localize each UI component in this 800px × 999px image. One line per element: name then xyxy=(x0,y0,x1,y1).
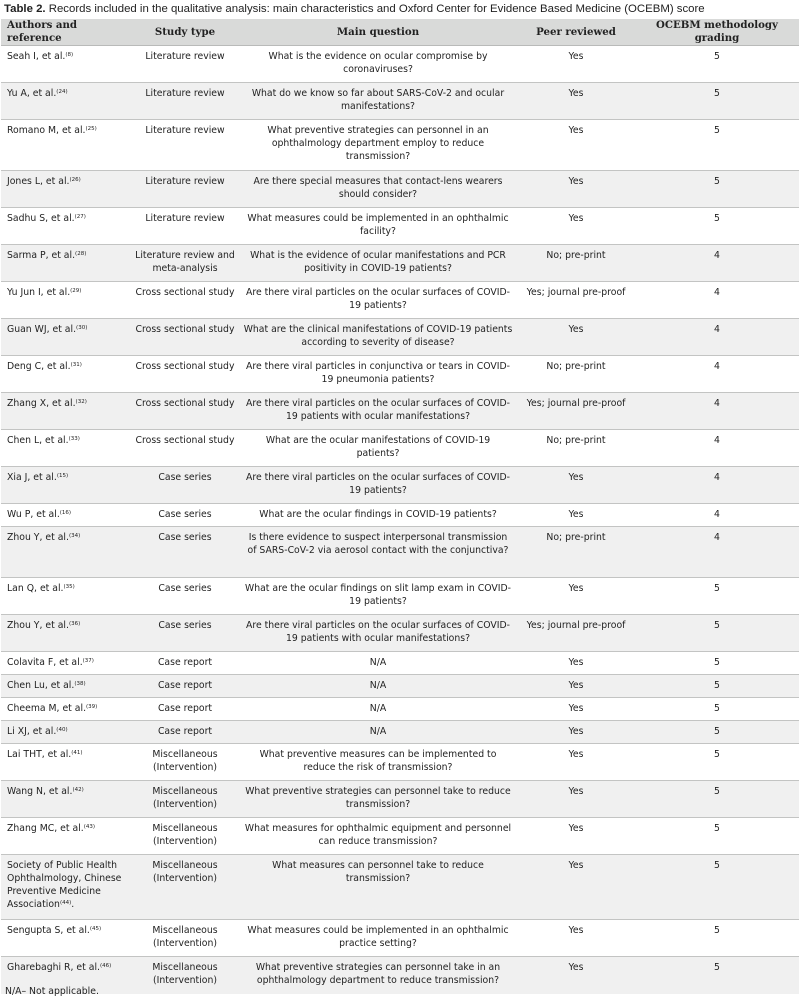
ocebm-grade-cell: 4 xyxy=(635,527,799,578)
main-question-cell: N/A xyxy=(239,675,517,698)
ocebm-grade-cell: 5 xyxy=(635,46,799,83)
ocebm-grade-cell: 4 xyxy=(635,393,799,430)
ocebm-grade-cell: 5 xyxy=(635,721,799,744)
reference-number: (31) xyxy=(70,362,82,368)
reference-number: (30) xyxy=(76,325,88,331)
ocebm-grade-cell: 5 xyxy=(635,698,799,721)
main-question-cell: What are the ocular findings on slit lamp exam in COVID-19 patients? xyxy=(239,578,517,615)
author-cell xyxy=(1,430,131,467)
ocebm-grade-cell: 5 xyxy=(635,855,799,920)
peer-reviewed-cell: Yes xyxy=(517,46,635,83)
main-question-cell: Are there viral particles on the ocular surfaces of COVID-19 patients? xyxy=(239,282,517,319)
author-name: Zhang MC, et al. xyxy=(7,823,84,834)
author-name: Deng C, et al. xyxy=(7,361,71,372)
author-name: Society of Public Health Ophthalmology, Chinese Preventive Medicine Association xyxy=(7,860,122,910)
table-row xyxy=(1,282,799,319)
reference-number: (33) xyxy=(68,436,80,442)
table-footnote: N/A– Not applicable. xyxy=(5,986,99,997)
study-type-cell: Cross sectional study xyxy=(131,430,239,467)
table-row xyxy=(1,171,799,208)
ocebm-grade-cell: 4 xyxy=(635,282,799,319)
table-caption-label: Table 2. xyxy=(4,3,46,15)
peer-reviewed-cell: Yes xyxy=(517,698,635,721)
table-caption xyxy=(4,0,705,18)
main-question-cell: N/A xyxy=(239,721,517,744)
main-question-cell: Are there viral particles on the ocular surfaces of COVID-19 patients with ocular manifestations? xyxy=(239,615,517,652)
main-question-cell: Is there evidence to suspect interpersonal transmission of SARS-CoV-2 via aerosol contact with the conjunctiva? xyxy=(239,527,517,578)
author-cell xyxy=(1,781,131,818)
author-name: Sadhu S, et al. xyxy=(7,213,75,224)
peer-reviewed-cell: Yes xyxy=(517,319,635,356)
study-type-cell: Case series xyxy=(131,578,239,615)
reference-number: (42) xyxy=(72,787,84,793)
study-type-cell: Miscellaneous (Intervention) xyxy=(131,818,239,855)
ocebm-grade-cell: 5 xyxy=(635,120,799,171)
author-cell xyxy=(1,721,131,744)
peer-reviewed-cell: Yes xyxy=(517,578,635,615)
ocebm-grade-cell: 5 xyxy=(635,781,799,818)
author-name: Xia J, et al. xyxy=(7,472,57,483)
author-cell xyxy=(1,208,131,245)
author-cell xyxy=(1,527,131,578)
main-question-cell: What measures could be implemented in an ophthalmic practice setting? xyxy=(239,920,517,957)
table-row xyxy=(1,245,799,282)
author-name: Lai THT, et al. xyxy=(7,749,72,760)
column-header-authors: Authors and reference xyxy=(1,19,131,46)
study-type-cell: Case report xyxy=(131,721,239,744)
study-type-cell: Case series xyxy=(131,504,239,527)
study-type-cell: Miscellaneous (Intervention) xyxy=(131,855,239,920)
study-type-cell: Cross sectional study xyxy=(131,319,239,356)
author-cell xyxy=(1,652,131,675)
reference-number: (41) xyxy=(71,750,83,756)
author-cell xyxy=(1,282,131,319)
reference-number: (45) xyxy=(89,926,102,932)
study-type-cell: Literature review xyxy=(131,46,239,83)
author-cell xyxy=(1,83,131,120)
table-row xyxy=(1,356,799,393)
main-question-cell: What preventive strategies can personnel in an ophthalmology department employ to reduce transmission? xyxy=(239,120,517,171)
peer-reviewed-cell: Yes xyxy=(517,920,635,957)
table-row xyxy=(1,957,799,994)
ocebm-grade-cell: 5 xyxy=(635,744,799,781)
author-name: Romano M, et al. xyxy=(7,125,86,136)
main-question-cell: What preventive measures can be implemented to reduce the risk of transmission? xyxy=(239,744,517,781)
reference-number: (27) xyxy=(74,214,86,220)
main-question-cell: Are there viral particles on the ocular surfaces of COVID-19 patients with ocular manifestations? xyxy=(239,393,517,430)
author-cell xyxy=(1,46,131,83)
study-type-cell: Literature review and meta-analysis xyxy=(131,245,239,282)
study-type-cell: Miscellaneous (Intervention) xyxy=(131,744,239,781)
reference-number: (32) xyxy=(75,399,87,405)
reference-number: (8) xyxy=(65,52,74,58)
main-question-cell: What preventive strategies can personnel take in an ophthalmology department to reduce transmission? xyxy=(239,957,517,994)
table-row xyxy=(1,818,799,855)
author-name: Seah I, et al. xyxy=(7,51,66,62)
ocebm-grade-cell: 4 xyxy=(635,319,799,356)
peer-reviewed-cell: Yes xyxy=(517,208,635,245)
author-cell xyxy=(1,675,131,698)
peer-reviewed-cell: Yes xyxy=(517,744,635,781)
author-name: Chen L, et al. xyxy=(7,435,69,446)
table-row xyxy=(1,527,799,578)
ocebm-grade-cell: 4 xyxy=(635,245,799,282)
main-question-cell: What measures for ophthalmic equipment and personnel can reduce transmission? xyxy=(239,818,517,855)
author-name: Li XJ, et al. xyxy=(7,726,57,737)
reference-number: (37) xyxy=(82,658,94,664)
reference-number: (25) xyxy=(85,126,97,132)
study-type-cell: Literature review xyxy=(131,83,239,120)
table-row xyxy=(1,393,799,430)
peer-reviewed-cell: Yes; journal pre-proof xyxy=(517,282,635,319)
peer-reviewed-cell: Yes xyxy=(517,171,635,208)
ocebm-grade-cell: 5 xyxy=(635,171,799,208)
peer-reviewed-cell: Yes xyxy=(517,467,635,504)
ocebm-grade-cell: 4 xyxy=(635,356,799,393)
reference-number: (38) xyxy=(74,681,86,687)
ocebm-grade-cell: 4 xyxy=(635,430,799,467)
author-cell xyxy=(1,467,131,504)
peer-reviewed-cell: Yes xyxy=(517,781,635,818)
column-header-main-question: Main question xyxy=(239,19,517,46)
table-row xyxy=(1,721,799,744)
reference-number: (35) xyxy=(63,584,75,590)
reference-number: (26) xyxy=(69,177,81,183)
reference-number: (44) xyxy=(59,900,72,906)
author-name: Cheema M, et al. xyxy=(7,703,87,714)
peer-reviewed-cell: No; pre-print xyxy=(517,245,635,282)
table-row xyxy=(1,652,799,675)
study-type-cell: Cross sectional study xyxy=(131,393,239,430)
reference-number: (46) xyxy=(100,963,112,969)
reference-number: (39) xyxy=(86,704,98,710)
table-row xyxy=(1,855,799,920)
study-type-cell: Literature review xyxy=(131,171,239,208)
author-name: Yu Jun I, et al. xyxy=(7,287,71,298)
table-row xyxy=(1,120,799,171)
author-name: Gharebaghi R, et al. xyxy=(7,962,100,973)
study-type-cell: Case series xyxy=(131,615,239,652)
study-type-cell: Cross sectional study xyxy=(131,282,239,319)
peer-reviewed-cell: Yes xyxy=(517,675,635,698)
main-question-cell: What is the evidence on ocular compromise by coronaviruses? xyxy=(239,46,517,83)
study-type-cell: Miscellaneous (Intervention) xyxy=(131,920,239,957)
study-type-cell: Literature review xyxy=(131,120,239,171)
peer-reviewed-cell: Yes xyxy=(517,721,635,744)
table-row xyxy=(1,675,799,698)
ocebm-grade-cell: 5 xyxy=(635,818,799,855)
main-question-cell: What do we know so far about SARS-CoV-2 and ocular manifestations? xyxy=(239,83,517,120)
author-name: Guan WJ, et al. xyxy=(7,324,77,335)
peer-reviewed-cell: No; pre-print xyxy=(517,430,635,467)
table-row xyxy=(1,615,799,652)
peer-reviewed-cell: Yes xyxy=(517,652,635,675)
ocebm-grade-cell: 5 xyxy=(635,652,799,675)
author-cell xyxy=(1,818,131,855)
author-cell xyxy=(1,356,131,393)
main-question-cell: N/A xyxy=(239,652,517,675)
author-cell xyxy=(1,855,131,920)
author-name: Sengupta S, et al. xyxy=(7,925,90,936)
main-question-cell: What are the ocular manifestations of COVID-19 patients? xyxy=(239,430,517,467)
author-suffix: . xyxy=(71,899,75,910)
peer-reviewed-cell: Yes xyxy=(517,120,635,171)
ocebm-grade-cell: 5 xyxy=(635,920,799,957)
author-cell xyxy=(1,120,131,171)
ocebm-grade-cell: 4 xyxy=(635,504,799,527)
table-row xyxy=(1,319,799,356)
reference-number: (43) xyxy=(83,824,95,830)
header-row xyxy=(1,19,799,46)
author-name: Zhou Y, et al. xyxy=(7,532,69,543)
column-header-study-type: Study type xyxy=(131,19,239,46)
study-type-cell: Case series xyxy=(131,527,239,578)
main-question-cell: N/A xyxy=(239,698,517,721)
ocebm-grade-cell: 5 xyxy=(635,83,799,120)
author-name: Jones L, et al. xyxy=(7,176,70,187)
main-question-cell: Are there special measures that contact-lens wearers should consider? xyxy=(239,171,517,208)
author-name: Chen Lu, et al. xyxy=(7,680,75,691)
peer-reviewed-cell: Yes xyxy=(517,83,635,120)
peer-reviewed-cell: Yes; journal pre-proof xyxy=(517,393,635,430)
main-question-cell: What are the clinical manifestations of COVID-19 patients according to severity of disease? xyxy=(239,319,517,356)
peer-reviewed-cell: Yes xyxy=(517,957,635,994)
study-type-cell: Case series xyxy=(131,467,239,504)
reference-number: (16) xyxy=(59,510,72,516)
table-row xyxy=(1,920,799,957)
ocebm-grade-cell: 5 xyxy=(635,615,799,652)
ocebm-grade-cell: 4 xyxy=(635,467,799,504)
peer-reviewed-cell: Yes xyxy=(517,855,635,920)
study-type-cell: Case report xyxy=(131,652,239,675)
table-caption-text: Records included in the qualitative analysis: main characteristics and Oxford Center for Evidence Based Medicine (OCEBM) score xyxy=(48,3,705,15)
ocebm-grade-cell: 5 xyxy=(635,208,799,245)
main-question-cell: What is the evidence of ocular manifestations and PCR positivity in COVID-19 patients? xyxy=(239,245,517,282)
study-type-cell: Case report xyxy=(131,675,239,698)
peer-reviewed-cell: No; pre-print xyxy=(517,527,635,578)
study-type-cell: Miscellaneous (Intervention) xyxy=(131,957,239,994)
peer-reviewed-cell: No; pre-print xyxy=(517,356,635,393)
author-cell xyxy=(1,504,131,527)
reference-number: (36) xyxy=(68,621,81,627)
peer-reviewed-cell: Yes; journal pre-proof xyxy=(517,615,635,652)
ocebm-grade-cell: 5 xyxy=(635,675,799,698)
author-cell xyxy=(1,578,131,615)
author-name: Wu P, et al. xyxy=(7,509,60,520)
table-row xyxy=(1,83,799,120)
main-question-cell: What are the ocular findings in COVID-19 patients? xyxy=(239,504,517,527)
table-row xyxy=(1,46,799,83)
table-row xyxy=(1,698,799,721)
main-question-cell: What measures could be implemented in an ophthalmic facility? xyxy=(239,208,517,245)
study-type-cell: Literature review xyxy=(131,208,239,245)
author-name: Lan Q, et al. xyxy=(7,583,64,594)
ocebm-grade-cell: 5 xyxy=(635,957,799,994)
author-cell xyxy=(1,920,131,957)
main-question-cell: Are there viral particles in conjunctiva or tears in COVID-19 pneumonia patients? xyxy=(239,356,517,393)
author-cell xyxy=(1,319,131,356)
ocebm-grade-cell: 5 xyxy=(635,578,799,615)
author-cell xyxy=(1,615,131,652)
table-row xyxy=(1,578,799,615)
author-cell xyxy=(1,393,131,430)
main-question-cell: What measures can personnel take to reduce transmission? xyxy=(239,855,517,920)
author-cell xyxy=(1,245,131,282)
study-type-cell: Miscellaneous (Intervention) xyxy=(131,781,239,818)
reference-number: (15) xyxy=(56,473,69,479)
table-row xyxy=(1,504,799,527)
reference-number: (34) xyxy=(68,533,81,539)
main-question-cell: What preventive strategies can personnel take to reduce transmission? xyxy=(239,781,517,818)
reference-number: (24) xyxy=(56,89,68,95)
table-row xyxy=(1,208,799,245)
study-type-cell: Cross sectional study xyxy=(131,356,239,393)
table-row xyxy=(1,467,799,504)
peer-reviewed-cell: Yes xyxy=(517,818,635,855)
author-name: Colavita F, et al. xyxy=(7,657,83,668)
author-name: Wang N, et al. xyxy=(7,786,73,797)
table-row xyxy=(1,430,799,467)
author-name: Sarma P, et al. xyxy=(7,250,76,261)
table-row xyxy=(1,744,799,781)
study-type-cell: Case report xyxy=(131,698,239,721)
author-cell xyxy=(1,744,131,781)
reference-number: (28) xyxy=(75,251,87,257)
author-name: Zhang X, et al. xyxy=(7,398,76,409)
author-name: Zhou Y, et al. xyxy=(7,620,69,631)
reference-number: (40) xyxy=(56,727,68,733)
author-name: Yu A, et al. xyxy=(7,88,57,99)
author-cell xyxy=(1,171,131,208)
column-header-peer-reviewed: Peer reviewed xyxy=(517,19,635,46)
peer-reviewed-cell: Yes xyxy=(517,504,635,527)
table-row xyxy=(1,781,799,818)
reference-number: (29) xyxy=(70,288,82,294)
author-cell xyxy=(1,698,131,721)
main-question-cell: Are there viral particles on the ocular surfaces of COVID-19 patients? xyxy=(239,467,517,504)
column-header-ocebm-grading: OCEBM methodology grading xyxy=(635,19,799,46)
records-table xyxy=(1,19,799,994)
